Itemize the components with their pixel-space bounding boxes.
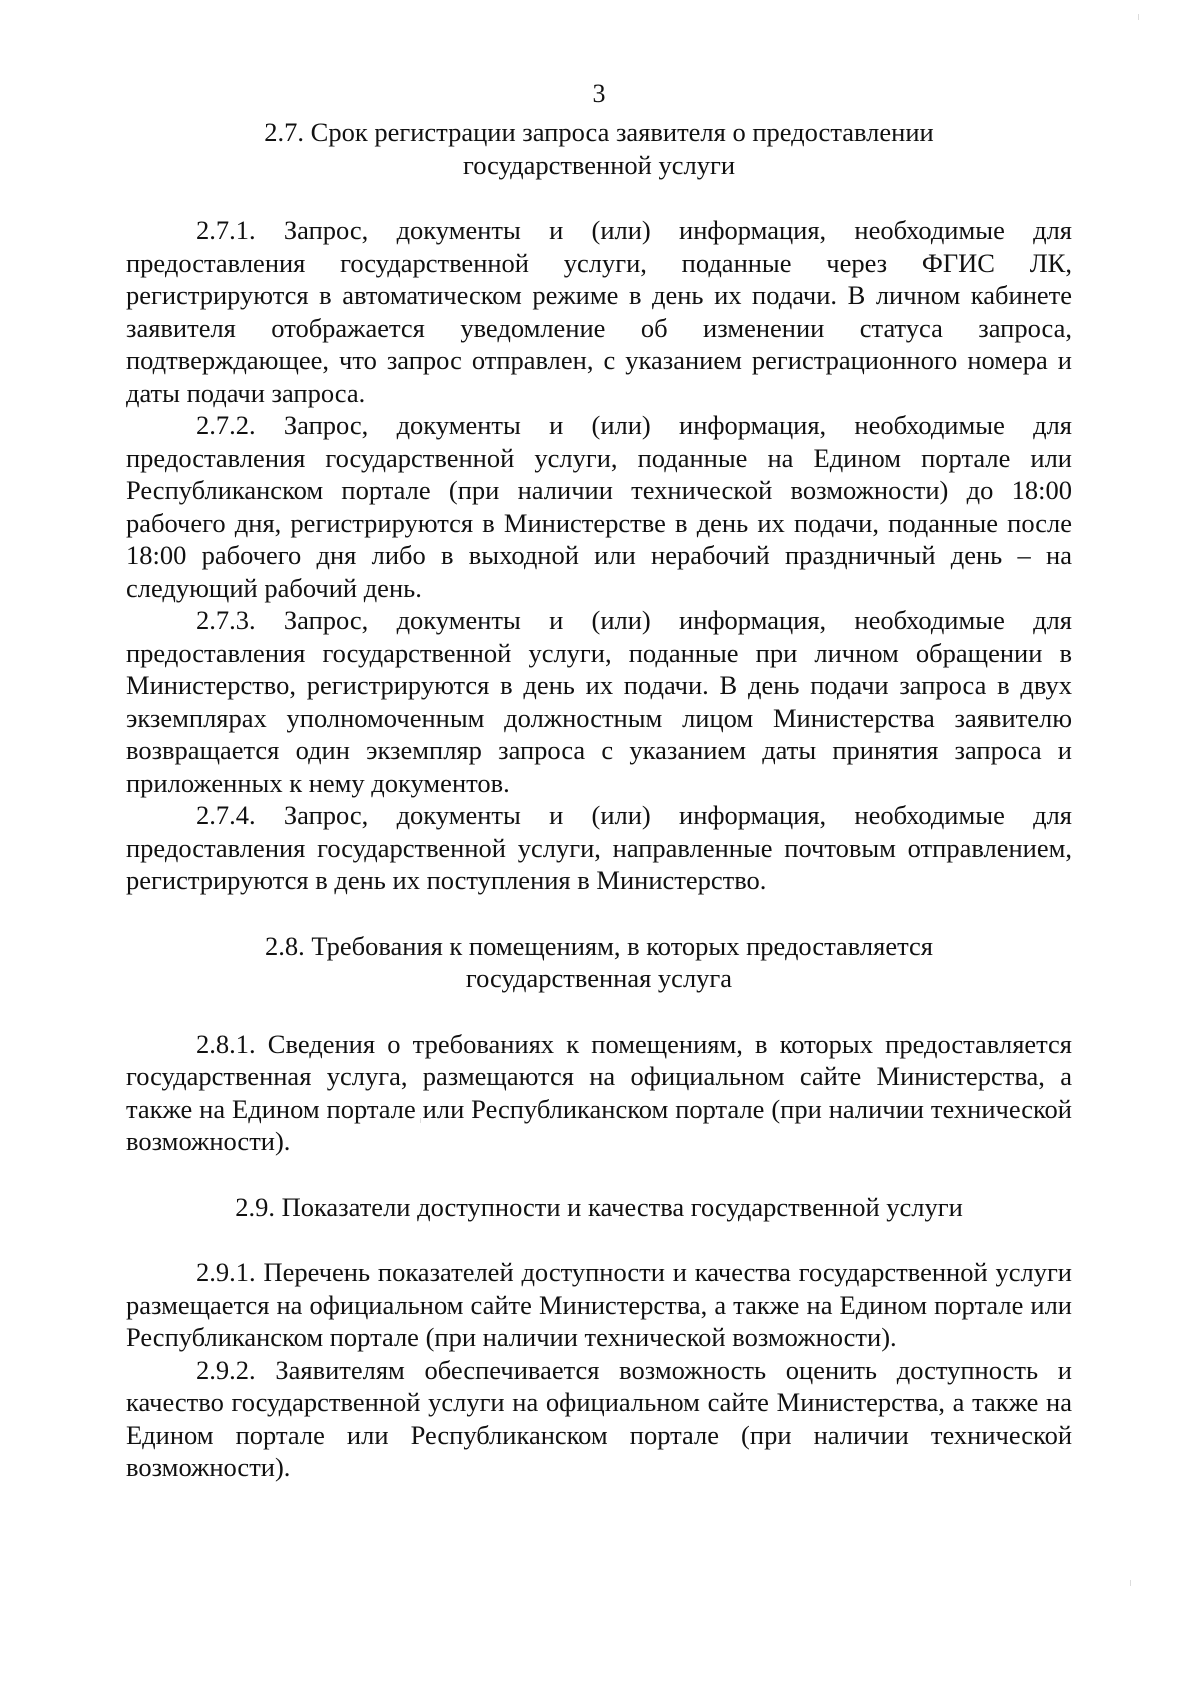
heading-line: 2.9. Показатели доступности и качества государственной услуги (235, 1191, 963, 1222)
section-2-7 (126, 116, 1072, 897)
paragraph-2-7-4: 2.7.4. Запрос, документы и (или) информация, необходимые для предоставления государственной услуги, направленные почтовым отправлением, регистрируются в день их поступления в Министерство. (126, 800, 1072, 895)
section-2-8 (126, 930, 1072, 1158)
section-heading (126, 930, 1072, 995)
section-heading (126, 1191, 1072, 1224)
paragraph-2-7-3: 2.7.3. Запрос, документы и (или) информация, необходимые для предоставления государственной услуги, поданные при личном обращении в Министерство, регистрируются в день их подачи. В день подачи запроса в двух экземплярах уполномоченным должностным лицом Министерства заявителю возвращается один экземпляр запроса с указанием даты принятия запроса и приложенных к нему документов. (126, 605, 1072, 798)
heading-line: 2.8. Требования к помещениям, в которых предоставляется (265, 930, 933, 961)
paragraph-2-9-1: 2.9.1. Перечень показателей доступности и качества государственной услуги размещается на официальном сайте Министерства, а также на Едином портале или Республиканском портале (при наличии технической возможности). (126, 1257, 1072, 1352)
section-heading (126, 116, 1072, 181)
page-number: 3 (592, 79, 606, 108)
heading-line: 2.7. Срок регистрации запроса заявителя о предоставлении (264, 117, 934, 147)
scan-artifact (1130, 1580, 1131, 1586)
heading-line: государственной услуги (462, 149, 736, 180)
scan-artifact (1138, 14, 1139, 20)
document-body (126, 78, 1072, 1484)
scan-artifact (420, 1118, 421, 1123)
paragraph-2-7-1: 2.7.1. Запрос, документы и (или) информация, необходимые для предоставления государственной услуги, поданные через ФГИС ЛК, регистрируются в автоматическом режиме в день их подачи. В личном кабинете заявителя отображается уведомление об изменении статуса запроса, подтверждающее, что запрос отправлен, с указанием регистрационного номера и даты подачи запроса. (126, 215, 1072, 408)
paragraph-2-8-1: 2.8.1. Сведения о требованиях к помещениям, в которых предоставляется государственная услуга, размещаются на официальном сайте Министерства, а также на Едином портале или Республиканском портале (при наличии технической возможности). (126, 1028, 1072, 1156)
paragraph-2-7-2: 2.7.2. Запрос, документы и (или) информация, необходимые для предоставления государственной услуги, поданные на Едином портале или Республиканском портале (при наличии технической возможности) до 18:00 рабочего дня, регистрируются в Министерстве в день их подачи, поданные после 18:00 рабочего дня либо в выходной или нерабочий праздничный день – на следующий рабочий день. (126, 410, 1072, 603)
paragraph-2-9-2: 2.9.2. Заявителям обеспечивается возможность оценить доступность и качество государственной услуги на официальном сайте Министерства, а также на Едином портале или Республиканском портале (при наличии технической возможности). (126, 1354, 1072, 1482)
section-2-9 (126, 1191, 1072, 1484)
heading-line: государственная услуга (465, 963, 733, 993)
